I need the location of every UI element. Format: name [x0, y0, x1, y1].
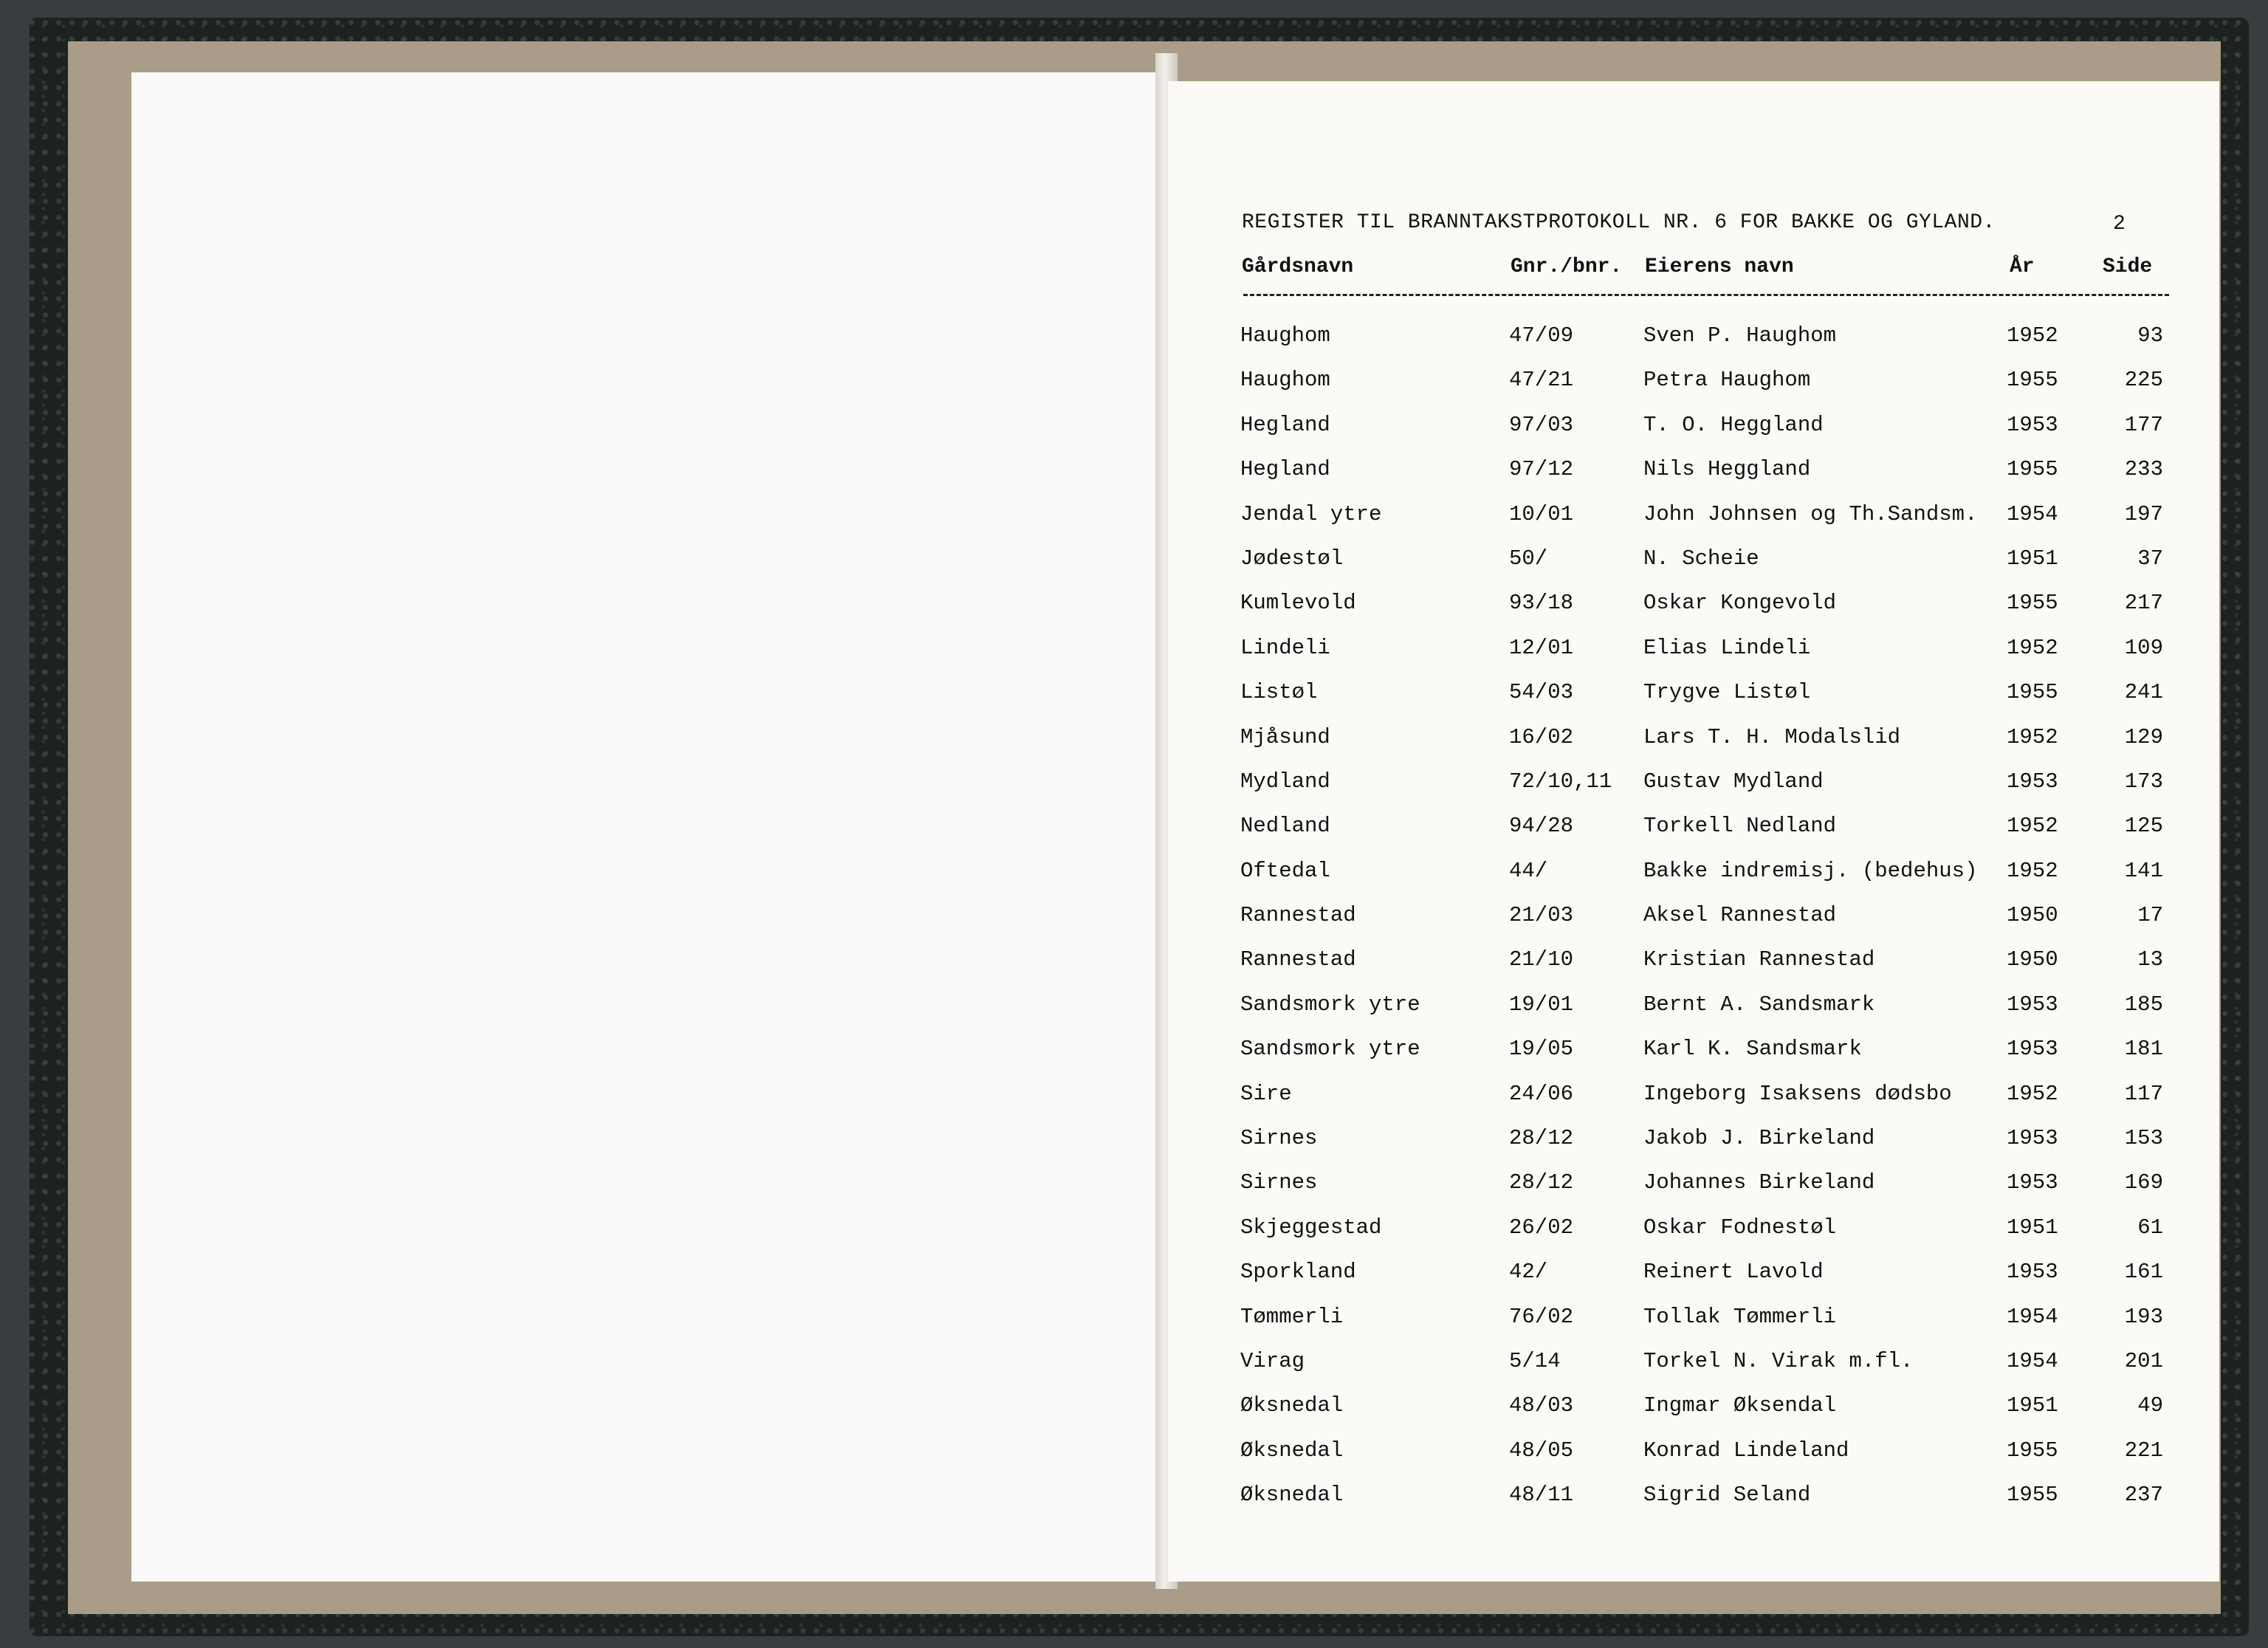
- farm-name-cell: Rannestad: [1240, 903, 1356, 928]
- side-cell: 197: [2124, 501, 2163, 526]
- side-cell: 225: [2124, 368, 2163, 393]
- left-page: [131, 72, 1159, 1582]
- dashed-rule: [1243, 294, 2169, 296]
- side-cell: 93: [2137, 323, 2163, 348]
- year-cell: 1953: [2007, 992, 2058, 1017]
- table-row: [1233, 1117, 2178, 1161]
- owner-cell: Trygve Listøl: [1643, 680, 1811, 705]
- farm-name-cell: Hegland: [1240, 457, 1330, 482]
- year-cell: 1954: [2007, 501, 2058, 526]
- register-table: [1233, 315, 2178, 1519]
- year-cell: 1951: [2007, 1393, 2058, 1418]
- farm-name-cell: Kumlevold: [1240, 591, 1356, 616]
- farm-name-cell: Sirnes: [1240, 1126, 1318, 1151]
- table-row: [1233, 1028, 2178, 1072]
- side-cell: 181: [2124, 1037, 2163, 1062]
- owner-cell: Konrad Lindeland: [1643, 1438, 1849, 1463]
- gnr-cell: 16/02: [1509, 724, 1574, 749]
- owner-cell: Tollak Tømmerli: [1643, 1304, 1837, 1329]
- gnr-cell: 76/02: [1509, 1304, 1574, 1329]
- gnr-cell: 19/01: [1509, 992, 1574, 1017]
- side-cell: 17: [2137, 903, 2163, 928]
- farm-name-cell: Haughom: [1240, 323, 1330, 348]
- farm-name-cell: Sandsmork ytre: [1240, 1037, 1420, 1062]
- owner-cell: Oskar Fodnestøl: [1643, 1215, 1837, 1240]
- gnr-cell: 44/: [1509, 858, 1548, 883]
- farm-name-cell: Øksnedal: [1240, 1393, 1344, 1418]
- year-cell: 1951: [2007, 546, 2058, 571]
- side-cell: 117: [2124, 1081, 2163, 1106]
- table-row: [1233, 850, 2178, 894]
- table-row: [1233, 627, 2178, 671]
- gnr-cell: 5/14: [1509, 1348, 1561, 1373]
- gnr-cell: 47/21: [1509, 368, 1574, 393]
- owner-cell: T. O. Heggland: [1643, 412, 1824, 437]
- owner-cell: Kristian Rannestad: [1643, 947, 1875, 972]
- farm-name-cell: Sirnes: [1240, 1170, 1318, 1195]
- gnr-cell: 42/: [1509, 1260, 1548, 1285]
- gnr-cell: 93/18: [1509, 591, 1574, 616]
- page-number: 2: [2113, 213, 2126, 236]
- gnr-cell: 24/06: [1509, 1081, 1574, 1106]
- year-cell: 1950: [2007, 947, 2058, 972]
- farm-name-cell: Sandsmork ytre: [1240, 992, 1420, 1017]
- farm-name-cell: Haughom: [1240, 368, 1330, 393]
- year-cell: 1951: [2007, 1215, 2058, 1240]
- owner-cell: John Johnsen og Th.Sandsm.: [1643, 501, 1978, 526]
- farm-name-cell: Virag: [1240, 1348, 1305, 1373]
- owner-cell: Lars T. H. Modalslid: [1643, 724, 1901, 749]
- column-header-year: År: [2010, 255, 2035, 278]
- table-row: [1233, 1206, 2178, 1251]
- farm-name-cell: Sire: [1240, 1081, 1292, 1106]
- table-row: [1233, 1073, 2178, 1117]
- year-cell: 1953: [2007, 412, 2058, 437]
- table-row: [1233, 493, 2178, 538]
- table-row: [1233, 404, 2178, 448]
- gnr-cell: 50/: [1509, 546, 1548, 571]
- farm-name-cell: Jødestøl: [1240, 546, 1344, 571]
- year-cell: 1953: [2007, 1260, 2058, 1285]
- farm-name-cell: Oftedal: [1240, 858, 1330, 883]
- owner-cell: Aksel Rannestad: [1643, 903, 1837, 928]
- year-cell: 1954: [2007, 1348, 2058, 1373]
- gnr-cell: 21/03: [1509, 903, 1574, 928]
- year-cell: 1952: [2007, 323, 2058, 348]
- farm-name-cell: Listøl: [1240, 680, 1318, 705]
- farm-name-cell: Hegland: [1240, 412, 1330, 437]
- gnr-cell: 19/05: [1509, 1037, 1574, 1062]
- side-cell: 49: [2137, 1393, 2163, 1418]
- year-cell: 1952: [2007, 858, 2058, 883]
- gnr-cell: 48/03: [1509, 1393, 1574, 1418]
- gnr-cell: 21/10: [1509, 947, 1574, 972]
- year-cell: 1955: [2007, 591, 2058, 616]
- table-row: [1233, 448, 2178, 492]
- owner-cell: Elias Lindeli: [1643, 635, 1811, 660]
- owner-cell: Petra Haughom: [1643, 368, 1811, 393]
- owner-cell: Bakke indremisj. (bedehus): [1643, 858, 1978, 883]
- farm-name-cell: Skjeggestad: [1240, 1215, 1382, 1240]
- table-row: [1233, 938, 2178, 983]
- gnr-cell: 28/12: [1509, 1126, 1574, 1151]
- year-cell: 1955: [2007, 368, 2058, 393]
- gnr-cell: 10/01: [1509, 501, 1574, 526]
- owner-cell: Torkel N. Virak m.fl.: [1643, 1348, 1914, 1373]
- gnr-cell: 47/09: [1509, 323, 1574, 348]
- farm-name-cell: Jendal ytre: [1240, 501, 1382, 526]
- farm-name-cell: Mydland: [1240, 769, 1330, 794]
- side-cell: 109: [2124, 635, 2163, 660]
- table-row: [1233, 1296, 2178, 1340]
- farm-name-cell: Øksnedal: [1240, 1438, 1344, 1463]
- year-cell: 1952: [2007, 724, 2058, 749]
- side-cell: 201: [2124, 1348, 2163, 1373]
- side-cell: 237: [2124, 1483, 2163, 1508]
- side-cell: 153: [2124, 1126, 2163, 1151]
- side-cell: 173: [2124, 769, 2163, 794]
- farm-name-cell: Tømmerli: [1240, 1304, 1344, 1329]
- table-row: [1233, 1251, 2178, 1295]
- gnr-cell: 72/10,11: [1509, 769, 1612, 794]
- table-row: [1233, 894, 2178, 938]
- owner-cell: Ingeborg Isaksens dødsbo: [1643, 1081, 1952, 1106]
- table-row: [1233, 761, 2178, 805]
- year-cell: 1950: [2007, 903, 2058, 928]
- side-cell: 241: [2124, 680, 2163, 705]
- side-cell: 141: [2124, 858, 2163, 883]
- side-cell: 125: [2124, 814, 2163, 839]
- side-cell: 161: [2124, 1260, 2163, 1285]
- year-cell: 1952: [2007, 814, 2058, 839]
- side-cell: 37: [2137, 546, 2163, 571]
- table-row: [1233, 1384, 2178, 1429]
- column-header-gnr: Gnr./bnr.: [1511, 255, 1623, 278]
- owner-cell: Jakob J. Birkeland: [1643, 1126, 1875, 1151]
- farm-name-cell: Mjåsund: [1240, 724, 1330, 749]
- gnr-cell: 94/28: [1509, 814, 1574, 839]
- year-cell: 1955: [2007, 457, 2058, 482]
- owner-cell: Sigrid Seland: [1643, 1483, 1811, 1508]
- year-cell: 1955: [2007, 680, 2058, 705]
- owner-cell: Karl K. Sandsmark: [1643, 1037, 1862, 1062]
- owner-cell: Gustav Mydland: [1643, 769, 1824, 794]
- farm-name-cell: Nedland: [1240, 814, 1330, 839]
- year-cell: 1953: [2007, 769, 2058, 794]
- gnr-cell: 97/03: [1509, 412, 1574, 437]
- owner-cell: Ingmar Øksendal: [1643, 1393, 1837, 1418]
- year-cell: 1953: [2007, 1170, 2058, 1195]
- year-cell: 1953: [2007, 1126, 2058, 1151]
- side-cell: 185: [2124, 992, 2163, 1017]
- page-header: REGISTER TIL BRANNTAKSTPROTOKOLL NR. 6 FOR BAKKE OG GYLAND.: [1242, 211, 1996, 234]
- table-row: [1233, 1474, 2178, 1518]
- table-row: [1233, 716, 2178, 761]
- column-header-side: Side: [2103, 255, 2153, 278]
- gnr-cell: 28/12: [1509, 1170, 1574, 1195]
- gnr-cell: 48/11: [1509, 1483, 1574, 1508]
- year-cell: 1953: [2007, 1037, 2058, 1062]
- side-cell: 129: [2124, 724, 2163, 749]
- table-row: [1233, 538, 2178, 582]
- owner-cell: Torkell Nedland: [1643, 814, 1837, 839]
- table-row: [1233, 1161, 2178, 1206]
- year-cell: 1955: [2007, 1438, 2058, 1463]
- gnr-cell: 54/03: [1509, 680, 1574, 705]
- side-cell: 221: [2124, 1438, 2163, 1463]
- table-row: [1233, 983, 2178, 1028]
- table-row: [1233, 671, 2178, 715]
- farm-name-cell: Øksnedal: [1240, 1483, 1344, 1508]
- owner-cell: Bernt A. Sandsmark: [1643, 992, 1875, 1017]
- year-cell: 1954: [2007, 1304, 2058, 1329]
- side-cell: 233: [2124, 457, 2163, 482]
- owner-cell: Sven P. Haughom: [1643, 323, 1837, 348]
- side-cell: 193: [2124, 1304, 2163, 1329]
- side-cell: 177: [2124, 412, 2163, 437]
- side-cell: 169: [2124, 1170, 2163, 1195]
- owner-cell: Johannes Birkeland: [1643, 1170, 1875, 1195]
- table-row: [1233, 1340, 2178, 1384]
- gnr-cell: 12/01: [1509, 635, 1574, 660]
- side-cell: 61: [2137, 1215, 2163, 1240]
- gnr-cell: 26/02: [1509, 1215, 1574, 1240]
- table-row: [1233, 805, 2178, 849]
- column-header-owner: Eierens navn: [1645, 255, 1794, 278]
- owner-cell: N. Scheie: [1643, 546, 1759, 571]
- gnr-cell: 48/05: [1509, 1438, 1574, 1463]
- year-cell: 1955: [2007, 1483, 2058, 1508]
- owner-cell: Reinert Lavold: [1643, 1260, 1824, 1285]
- owner-cell: Oskar Kongevold: [1643, 591, 1837, 616]
- year-cell: 1952: [2007, 1081, 2058, 1106]
- column-header-name: Gårdsnavn: [1242, 255, 1354, 278]
- farm-name-cell: Lindeli: [1240, 635, 1330, 660]
- table-row: [1233, 582, 2178, 626]
- table-row: [1233, 359, 2178, 403]
- side-cell: 217: [2124, 591, 2163, 616]
- side-cell: 13: [2137, 947, 2163, 972]
- year-cell: 1952: [2007, 635, 2058, 660]
- farm-name-cell: Sporkland: [1240, 1260, 1356, 1285]
- gnr-cell: 97/12: [1509, 457, 1574, 482]
- farm-name-cell: Rannestad: [1240, 947, 1356, 972]
- table-row: [1233, 315, 2178, 359]
- table-row: [1233, 1429, 2178, 1474]
- owner-cell: Nils Heggland: [1643, 457, 1811, 482]
